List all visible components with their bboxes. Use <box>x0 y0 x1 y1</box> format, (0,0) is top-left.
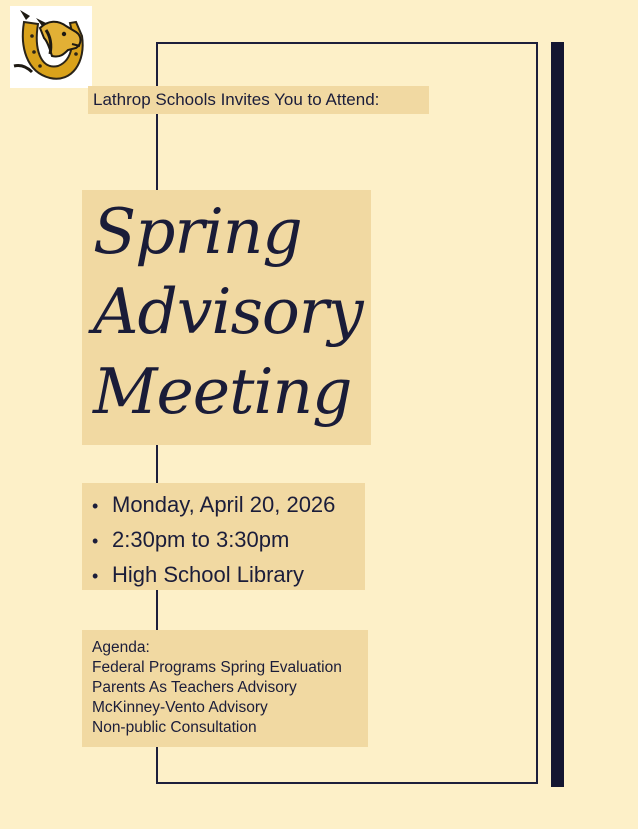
agenda-item: Parents As Teachers Advisory <box>92 679 297 696</box>
agenda-item: Federal Programs Spring Evaluation <box>92 659 342 676</box>
detail-time-text: 2:30pm to 3:30pm <box>112 527 290 552</box>
detail-date-text: Monday, April 20, 2026 <box>112 492 336 517</box>
detail-location <box>92 558 365 593</box>
title-panel <box>82 190 371 445</box>
school-logo <box>10 6 92 88</box>
agenda-item: Non-public Consultation <box>92 719 257 736</box>
bullet-icon: • <box>92 496 99 516</box>
bullet-icon: • <box>92 566 99 586</box>
title-line-meeting: Meeting <box>93 355 352 428</box>
title-line-spring: Spring <box>93 195 302 268</box>
invite-banner <box>88 86 429 114</box>
agenda-panel <box>82 630 368 747</box>
horseshoe-mustang-logo-icon <box>10 6 92 88</box>
detail-date <box>92 488 365 523</box>
detail-location-text: High School Library <box>112 562 304 587</box>
detail-time <box>92 523 365 558</box>
bullet-icon: • <box>92 531 99 551</box>
invite-text: Lathrop Schools Invites You to Attend: <box>93 90 380 109</box>
agenda-item: McKinney-Vento Advisory <box>92 699 268 716</box>
title-line-advisory: Advisory <box>93 275 363 348</box>
event-details <box>82 483 365 590</box>
agenda-heading: Agenda: <box>92 639 150 656</box>
accent-bar <box>551 42 564 787</box>
